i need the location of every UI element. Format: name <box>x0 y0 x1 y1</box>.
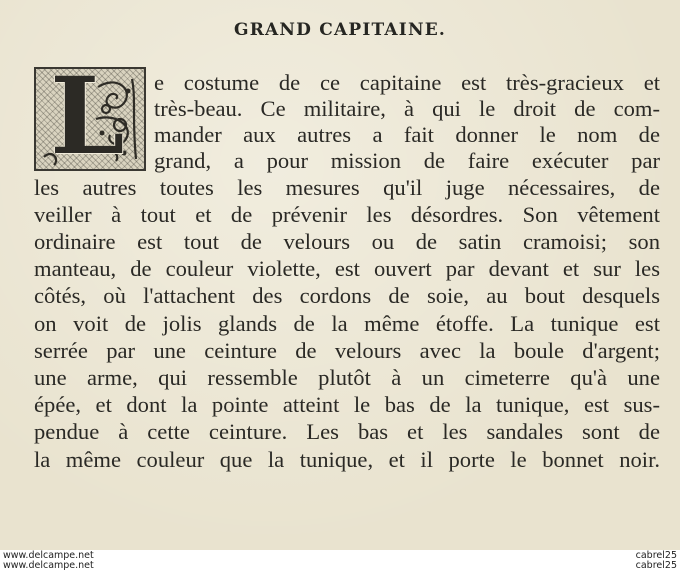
text-line: serrée par une ceinture de velours avec la boule d'argent; <box>34 338 660 363</box>
text-line: les autres toutes les mesures qu'il juge nécessaires, de <box>34 175 660 200</box>
page-title: GRAND CAPITAINE. <box>234 20 446 40</box>
text-line: la même couleur que la tunique, et il porte le bonnet noir. <box>34 447 660 472</box>
text-line: grand, a pour mission de faire exécuter par <box>154 148 660 173</box>
watermark-seller-bottom: cabrel25 <box>635 560 677 571</box>
text-line: ordinaire est tout de velours ou de satin cramoisi; son <box>34 229 660 254</box>
watermark-site-top: www.delcampe.net <box>3 550 94 561</box>
text-line: très-beau. Ce militaire, à qui le droit de com- <box>154 96 660 121</box>
text-line: veiller à tout et de prévenir les désordres. Son vêtement <box>34 202 660 227</box>
text-line: manteau, de couleur violette, est ouvert par devant et sur les <box>34 256 660 281</box>
text-line: côtés, où l'attachent des cordons de soie, au bout desquels <box>34 283 660 308</box>
text-line: e costume de ce capitaine est très-gracieux et <box>154 70 660 95</box>
ornamental-drop-cap <box>34 53 146 178</box>
watermark-site-bottom: www.delcampe.net <box>3 560 94 571</box>
text-line: une arme, qui ressemble plutôt à un cimeterre qu'à une <box>34 365 660 390</box>
text-line: on voit de jolis glands de la même étoffe. La tunique est <box>34 311 660 336</box>
drop-cap-letter: L <box>50 53 125 178</box>
text-line: épée, et dont la pointe atteint le bas de la tunique, est sus- <box>34 392 660 417</box>
watermark-seller-top: cabrel25 <box>635 550 677 561</box>
text-line: pendue à cette ceinture. Les bas et les sandales sont de <box>34 419 660 444</box>
text-line: mander aux autres a fait donner le nom de <box>154 122 660 147</box>
